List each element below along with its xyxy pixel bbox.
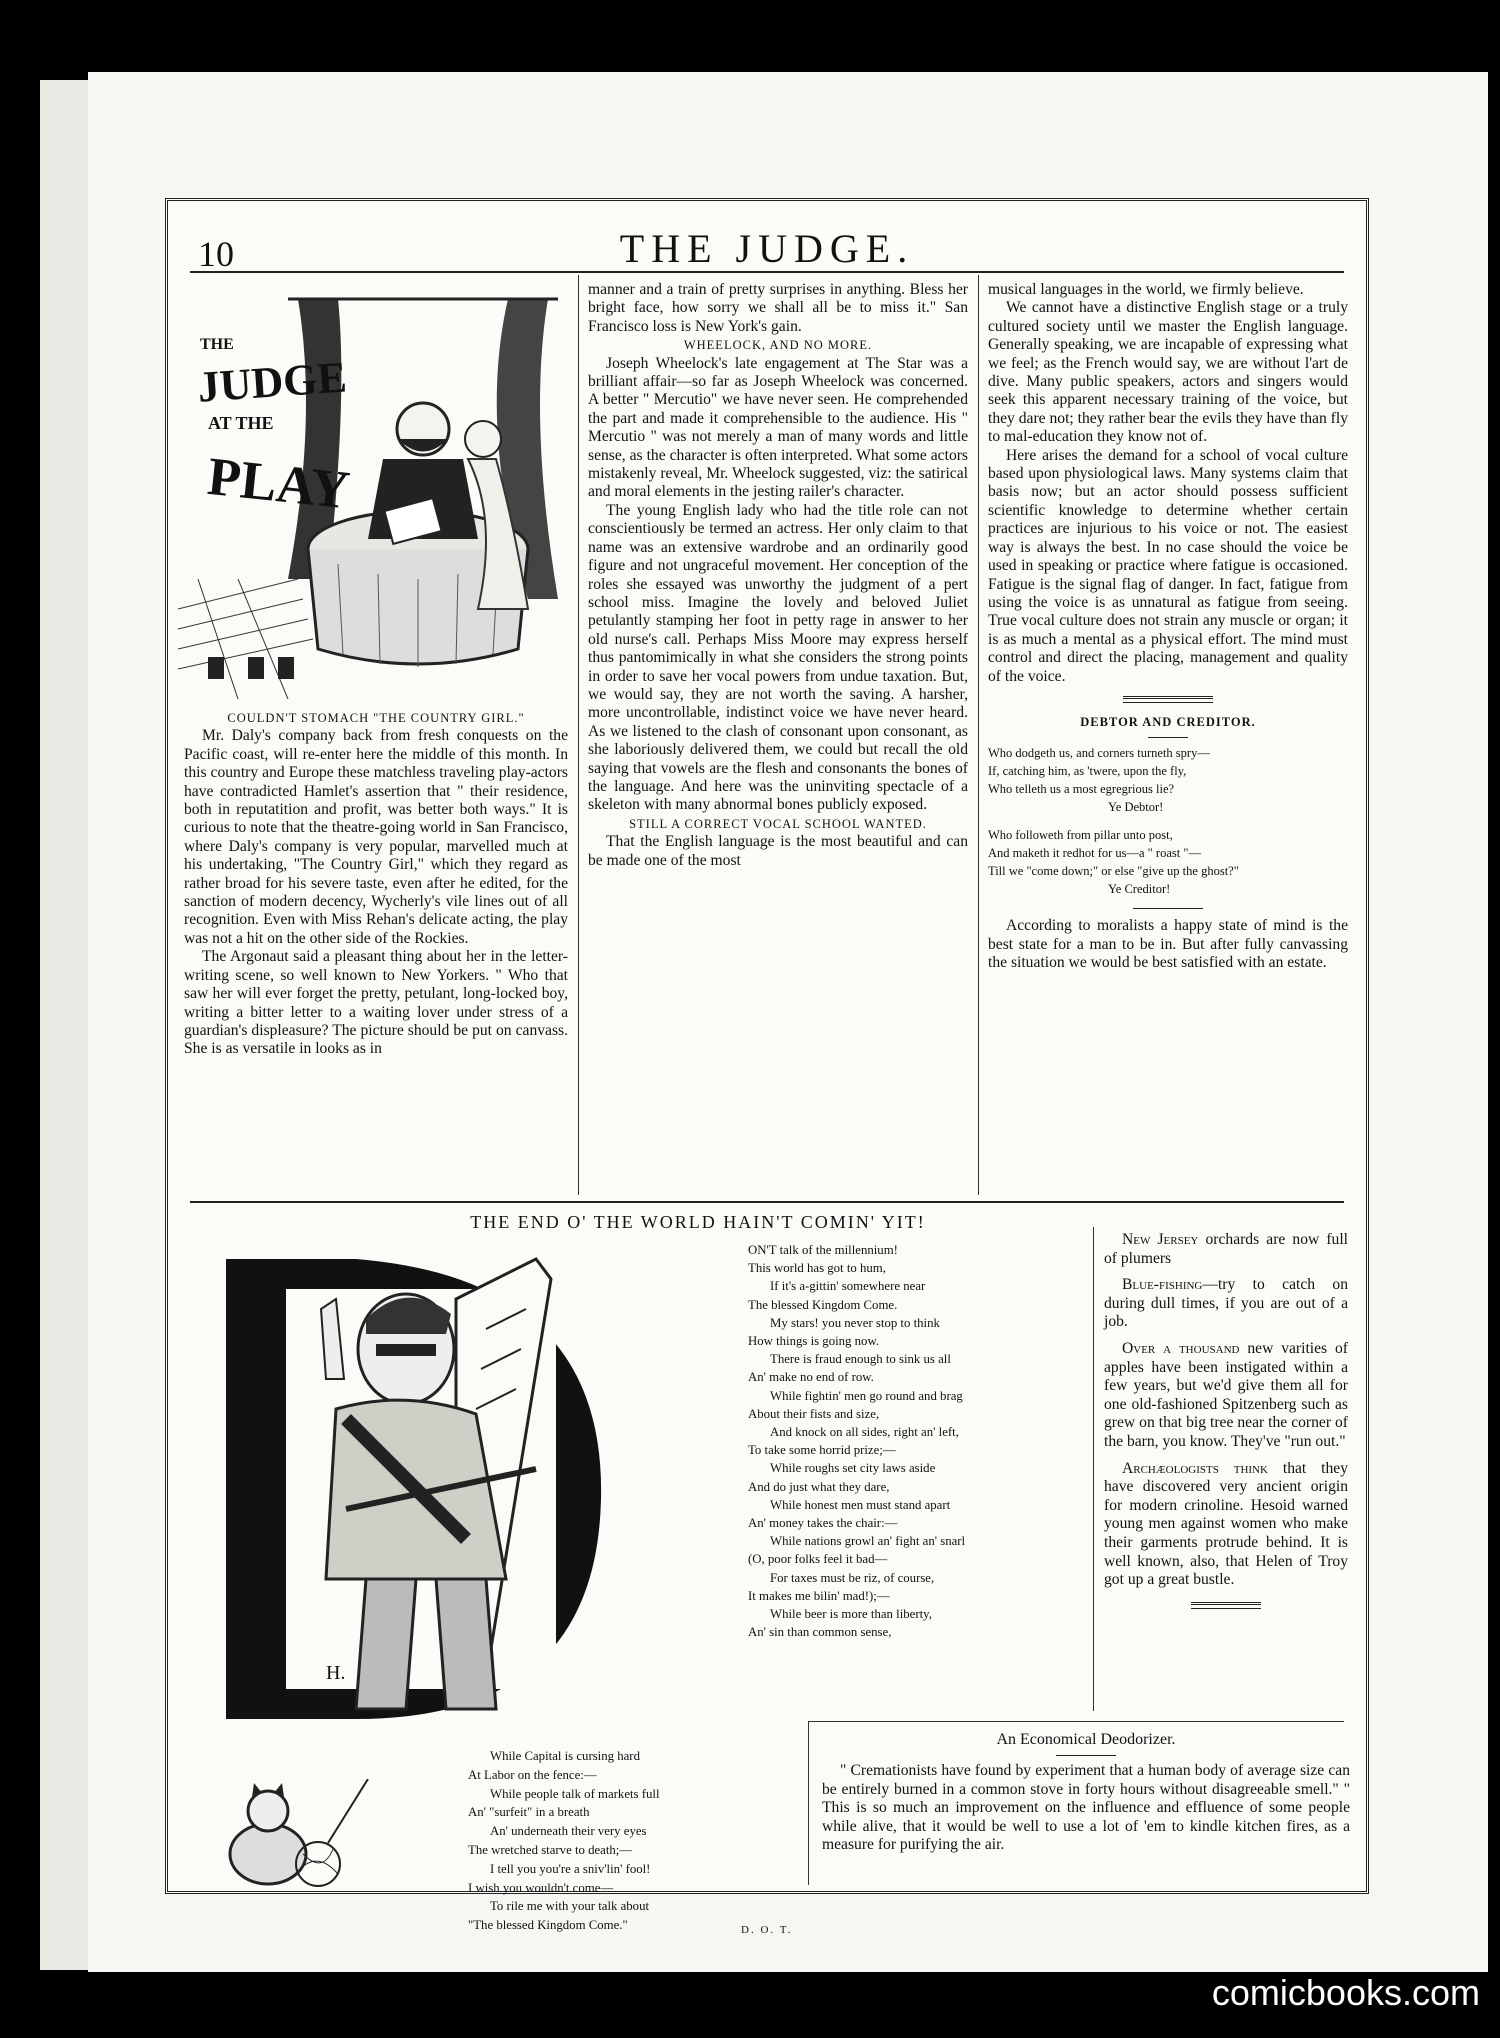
svg-text:AT THE: AT THE bbox=[208, 413, 274, 433]
squib-lead: Blue-fishing bbox=[1122, 1276, 1203, 1294]
poem-line: There is fraud enough to sink us all bbox=[770, 1352, 951, 1367]
article-paragraph: Here arises the demand for a school of vocal culture based upon physiological laws. Many systems claim that basis now; but an actor should possess sufficient scientific knowledge to determine whether certain practices are injurious to his voice or not. The easiest way is always the best. In no case should the voice be used in speaking or practice where fatigue is occasioned. Fatigue is the signal flag of danger. In fact, fatigue from using the voice is as unnatural as fatigue from seeing. True vocal culture does not strain any muscle or organ; it is as much a mental as a physical effort. The mind must control and direct the placing, management and quality of the voice. bbox=[988, 446, 1348, 685]
poem-line: An' "surfeit" in a breath bbox=[468, 1805, 590, 1820]
deodorizer-text: " Cremationists have found by experiment that a human body of average size can be entirely burned in a common stove in forty hours without disagreeable smell." " This is so much an improvement on the influence and effluence of some people while alive, that it would be well to use a lot of 'em to kindle kitchen fires, as a measure for purifying the air. bbox=[822, 1762, 1350, 1854]
squib-lead: New Jersey bbox=[1122, 1231, 1199, 1248]
poem-line: I tell you you're a sniv'lin' fool! bbox=[490, 1861, 651, 1876]
poem-line: And knock on all sides, right an' left, bbox=[770, 1425, 959, 1440]
poem-line: While roughs set city laws aside bbox=[770, 1461, 936, 1476]
cat-with-yarn-illustration bbox=[208, 1779, 388, 1889]
poem-line: The wretched starve to death;— bbox=[468, 1842, 633, 1857]
poem-line: While honest men must stand apart bbox=[770, 1497, 951, 1512]
squib-text: that they have discovered very ancient origin for modern crinoline. Hesoid warned young men against women who make their garments protrude behind. It is well known, also, that Helen of Troy got up a great bustle. bbox=[1104, 1459, 1348, 1589]
article-paragraph: manner and a train of pretty surprises in anything. Bless her bright face, how sorry we shall all be to miss it." San Francisco loss is New York's gain. bbox=[588, 281, 968, 335]
poem-line: While fightin' men go round and brag bbox=[770, 1388, 963, 1403]
squib-text: —try to catch on during dull times, if you are out of a job. bbox=[1104, 1276, 1348, 1331]
deodorizer-title: An Economical Deodorizer. bbox=[996, 1731, 1176, 1748]
svg-text:PLAY: PLAY bbox=[204, 445, 353, 521]
poem-line: My stars! you never stop to think bbox=[770, 1315, 940, 1330]
section-divider bbox=[1123, 696, 1213, 703]
poem-line: For taxes must be riz, of course, bbox=[770, 1570, 935, 1585]
page-number: 10 bbox=[198, 234, 234, 274]
poem-line: If, catching him, as 'twere, upon the fly, bbox=[988, 764, 1187, 779]
poem-line: And maketh it redhot for us—a " roast "— bbox=[988, 846, 1201, 861]
poem-line: This world has got to hum, bbox=[748, 1261, 886, 1276]
poem-line: At Labor on the fence:— bbox=[468, 1767, 597, 1782]
poem-line: An' make no end of row. bbox=[748, 1370, 874, 1385]
drop-cap-illustration bbox=[206, 1239, 606, 1729]
poem-signature: Ye Creditor! bbox=[1108, 882, 1171, 897]
site-watermark: comicbooks.com bbox=[1211, 1972, 1480, 2013]
article-paragraph: Joseph Wheelock's late engagement at The Star was a brilliant affair—so far as Joseph Wheelock was concerned. A better " Mercutio" we have never seen. He comprehended the part and made it comprehensible to the audience. His " Mercutio " was not merely a man of many words and little sense, as the character is often interpreted. What some actors mistakenly reveal, Mr. Wheelock suggested, viz: the satirical and moral elements in the jesting railer's character. bbox=[588, 354, 968, 501]
short-rule bbox=[1148, 737, 1188, 738]
poem-line: Who telleth us a most egregrious lie? bbox=[988, 782, 1175, 797]
section-rule bbox=[190, 1201, 1344, 1203]
poem-line: While people talk of markets full bbox=[490, 1786, 660, 1801]
page-frame bbox=[165, 198, 1369, 1936]
poem-line: (O, poor folks feel it bad— bbox=[748, 1552, 888, 1567]
poem-line: Who followeth from pillar unto post, bbox=[988, 828, 1173, 843]
poem-line: The blessed Kingdom Come. bbox=[748, 1297, 898, 1312]
deodorizer-top-rule bbox=[808, 1721, 1344, 1722]
page-title: THE JUDGE. bbox=[619, 226, 915, 271]
poem-line: An' sin than common sense, bbox=[748, 1625, 892, 1640]
column-3 bbox=[988, 281, 1348, 973]
section-divider bbox=[1191, 1602, 1261, 1609]
poem-line: It makes me bilin' mad!);— bbox=[748, 1588, 890, 1603]
article-heading-vocal-school: STILL A CORRECT VOCAL SCHOOL WANTED. bbox=[629, 816, 927, 831]
deodorizer-article bbox=[822, 1731, 1350, 1854]
article-paragraph: The young English lady who had the title role can not conscientiously be termed an actress. Her only claim to that name was an extensive wardrobe and an ordinarily good figure and not ungraceful movement. Her conception of the roles she essayed was unworthy the judgment of a pert school miss. Imagine the lovely and beloved Juliet petulantly stamping her foot in petty rage in answer to her old nurse's call. Perhaps Miss Moore may express herself thus pantomimically in what she considers the strong points in order to save her vocal powers from undue taxation. But, we would say, they are not worth the saving. A harsher, more uncontrollable, indistinct voice we have never heard. As we listened to the clash of consonant upon consonant, as she laboriously delivered them, we could but recall the old saying that vowels are the flesh and consonants the bones of the language. And here was the uninviting spectacle of a skeleton with many abnormal bones publicly exposed. bbox=[588, 501, 968, 814]
deodorizer-box-rule bbox=[808, 1721, 809, 1885]
poem-title-debtor-creditor: DEBTOR AND CREDITOR. bbox=[1080, 714, 1256, 729]
article-paragraph: According to moralists a happy state of mind is the best state for a man to be in. But after fully canvassing the situation we would be best satisfied with an estate. bbox=[988, 917, 1348, 972]
squib-text: new varities of apples have been instigated within a few years, but we'd give them all for one old-fashioned Spitzenberg such as grew on that big tree near the corner of the barn, you know. They've "run out." bbox=[1104, 1339, 1348, 1450]
squib-lead: Over a thousand bbox=[1122, 1339, 1240, 1357]
article-heading-country-girl: COULDN'T STOMACH "THE COUNTRY GIRL." bbox=[227, 711, 525, 725]
column-rule-1 bbox=[578, 275, 579, 1195]
judge-at-the-play-illustration bbox=[178, 279, 568, 699]
poem-debtor-creditor bbox=[988, 744, 1348, 898]
article-paragraph: Mr. Daly's company back from fresh conquests on the Pacific coast, will re-enter here the middle of this month. In this country and Europe these matchless traveling play-actors have contradicted Hamlet's assertion that " their residence, both in reputatition and profit, was better both ways." It is curious to note that the theatre-going world in San Francisco, where Daly's company is very popular, marvelled much at his undertaking, "The Country Girl," which they regard as rather broad for his severe taste, even after he edited, for the sanction of modern decency, Wycherly's vile lines out of all recognition. Even with Miss Rehan's delicate acting, the play was not a hit on the other side of the Rockies. bbox=[184, 727, 568, 947]
poem-line: ON'T talk of the millennium! bbox=[748, 1243, 898, 1257]
poem-line: About their fists and size, bbox=[748, 1406, 880, 1421]
poem-line: I wish you wouldn't come— bbox=[468, 1880, 614, 1895]
poem-end-of-world-upper bbox=[748, 1241, 1018, 1641]
page-edge bbox=[40, 80, 94, 1970]
poem-line: Who dodgeth us, and corners turneth spry— bbox=[988, 746, 1210, 761]
column-1 bbox=[184, 709, 568, 1059]
squib-text: orchards are now full of plumers bbox=[1104, 1231, 1349, 1267]
svg-text:JUDGE: JUDGE bbox=[196, 352, 349, 412]
poem-line: To rile me with your talk about bbox=[490, 1899, 650, 1914]
short-rule bbox=[1056, 1755, 1116, 1756]
poem-line: An' money takes the chair:— bbox=[748, 1516, 898, 1531]
poem-line: "The blessed Kingdom Come." bbox=[468, 1918, 628, 1933]
squib-box-rule bbox=[1093, 1227, 1094, 1711]
poem-line: While Capital is cursing hard bbox=[490, 1749, 640, 1763]
article-paragraph: musical languages in the world, we firmly believe. bbox=[988, 281, 1304, 298]
article-paragraph: We cannot have a distinctive English stage or a truly cultured society until we master the English language. Generally speaking, we are incapable of expressing what we feel; as the French would say, we are without l'art de dive. Many public speakers, actors and singers would seek this apparent necessary training of the voice, but they dare not; they rather bear the evils they have than fly to mal-education they know not of. bbox=[988, 299, 1348, 446]
poem-end-of-world-lower bbox=[468, 1747, 798, 1935]
poem-line: An' underneath their very eyes bbox=[490, 1824, 647, 1839]
poem-line: How things is going now. bbox=[748, 1334, 880, 1349]
poem-line: While beer is more than liberty, bbox=[770, 1607, 932, 1622]
poem-line: And do just what they dare, bbox=[748, 1479, 890, 1494]
short-rule bbox=[1133, 908, 1203, 909]
article-heading-wheelock: WHEELOCK, AND NO MORE. bbox=[683, 338, 873, 353]
artist-mark: H. bbox=[326, 1662, 346, 1684]
column-2 bbox=[588, 281, 968, 870]
masthead-rule bbox=[190, 271, 1344, 273]
poem-heading-end-of-world: THE END O' THE WORLD HAIN'T COMIN' YIT! bbox=[470, 1212, 926, 1232]
masthead bbox=[168, 211, 1366, 274]
poem-signature-dot: D. O. T. bbox=[741, 1924, 793, 1936]
squibs-column bbox=[1104, 1231, 1348, 1619]
poem-signature: Ye Debtor! bbox=[1108, 800, 1164, 815]
svg-text:THE: THE bbox=[200, 336, 234, 353]
poem-line: While nations growl an' fight an' snarl bbox=[770, 1534, 966, 1549]
poem-line: If it's a-gittin' somewhere near bbox=[770, 1279, 926, 1294]
article-paragraph: That the English language is the most beautiful and can be made one of the most bbox=[588, 833, 968, 869]
article-paragraph: The Argonaut said a pleasant thing about her in the letter-writing scene, so well known to New Yorkers. " Who that saw her will ever forget the pretty, petulant, long-locked boy, writing a bitter letter to a waiting lover under stress of a guardian's displeasure? The picture should be put on canvass. She is as versatile in looks as in bbox=[184, 948, 568, 1058]
column-rule-2 bbox=[978, 275, 979, 1195]
squib-lead: Archæologists think bbox=[1122, 1459, 1268, 1477]
poem-line: Till we "come down;" or else "give up the ghost?" bbox=[988, 864, 1239, 879]
poem-line: To take some horrid prize;— bbox=[748, 1443, 896, 1458]
